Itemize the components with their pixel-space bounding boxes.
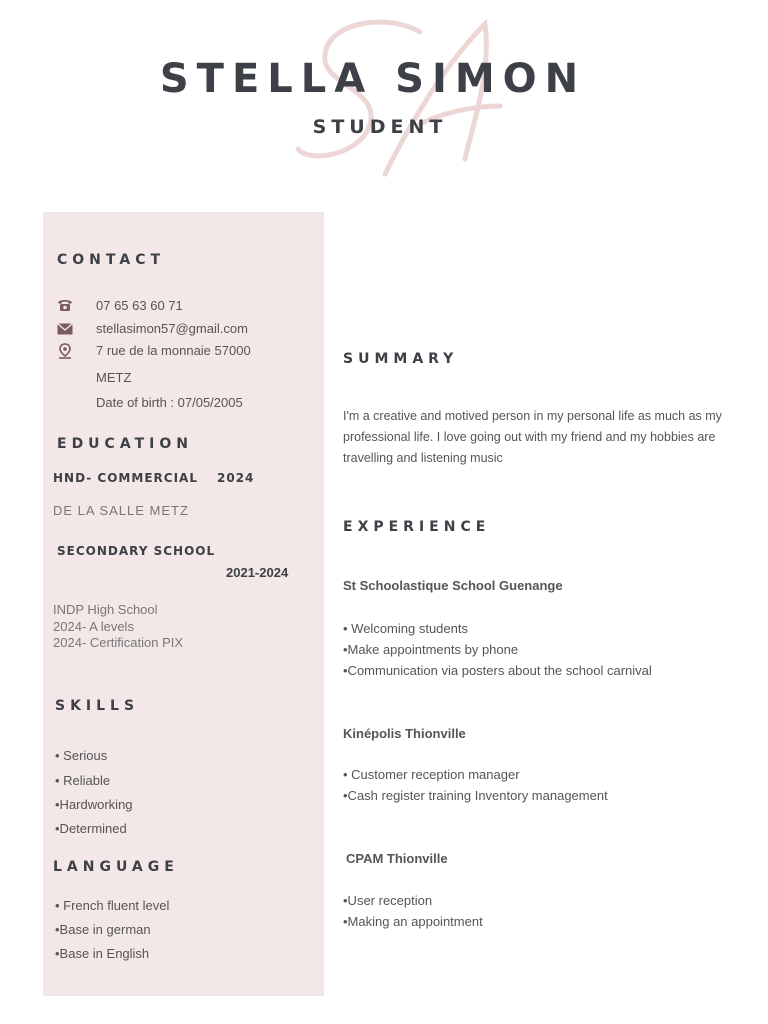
job-duty: •Making an appointment <box>343 914 483 929</box>
summary-text: I'm a creative and motived person in my personal life as much as my professional life. I love going out with my friend and my hobbies are travelling and listening music <box>343 409 722 465</box>
skills-heading: SKILLS <box>55 698 140 714</box>
education-entry1-year: 2024 <box>217 471 255 485</box>
education-entry1-title: HND- COMMERCIAL <box>53 471 198 485</box>
education-entry2-title: SECONDARY SCHOOL <box>57 544 216 558</box>
contact-email: stellasimon57@gmail.com <box>96 321 248 336</box>
language-item: •Base in English <box>55 946 150 961</box>
job-title: CPAM Thionville <box>346 851 448 866</box>
education-heading: EDUCATION <box>57 436 193 452</box>
mail-icon <box>57 322 73 336</box>
job-title: Kinépolis Thionville <box>343 726 466 741</box>
contact-birth-date: Date of birth : 07/05/2005 <box>96 395 243 410</box>
job-duty: •Make appointments by phone <box>343 642 519 657</box>
education-entry1-school: DE LA SALLE METZ <box>53 503 189 518</box>
contact-phone: 07 65 63 60 71 <box>96 298 183 313</box>
skill-item: • Serious <box>55 748 108 763</box>
job-duty: •Cash register training Inventory management <box>343 788 608 803</box>
language-item: • French fluent level <box>55 898 170 913</box>
skill-item: •Determined <box>55 821 127 836</box>
location-pin-icon <box>57 343 73 359</box>
job-duty: •User reception <box>343 893 433 908</box>
job-duty: • Welcoming students <box>343 621 468 636</box>
contact-address-line1: 7 rue de la monnaie 57000 <box>96 343 251 358</box>
contact-heading: CONTACT <box>57 252 166 268</box>
skill-item: •Hardworking <box>55 797 133 812</box>
summary-heading: SUMMARY <box>343 351 459 367</box>
education-entry2-line: INDP High School <box>53 602 158 617</box>
job-duty: •Communication via posters about the school carnival <box>343 663 652 678</box>
education-entry2-line: 2024- Certification PIX <box>53 635 184 650</box>
job-duty: • Customer reception manager <box>343 767 520 782</box>
experience-heading: EXPERIENCE <box>343 519 491 535</box>
education-entry2-line: 2024- A levels <box>53 619 134 634</box>
language-item: •Base in german <box>55 922 151 937</box>
phone-icon <box>57 298 73 312</box>
candidate-name: STELLA SIMON <box>159 56 587 102</box>
skill-item: • Reliable <box>55 773 111 788</box>
job-title: St Schoolastique School Guenange <box>343 578 563 593</box>
education-entry2-year: 2021-2024 <box>226 565 289 580</box>
contact-address-line2: METZ <box>96 370 132 385</box>
candidate-role: STUDENT <box>312 116 448 138</box>
language-heading: LANGUAGE <box>53 859 179 875</box>
